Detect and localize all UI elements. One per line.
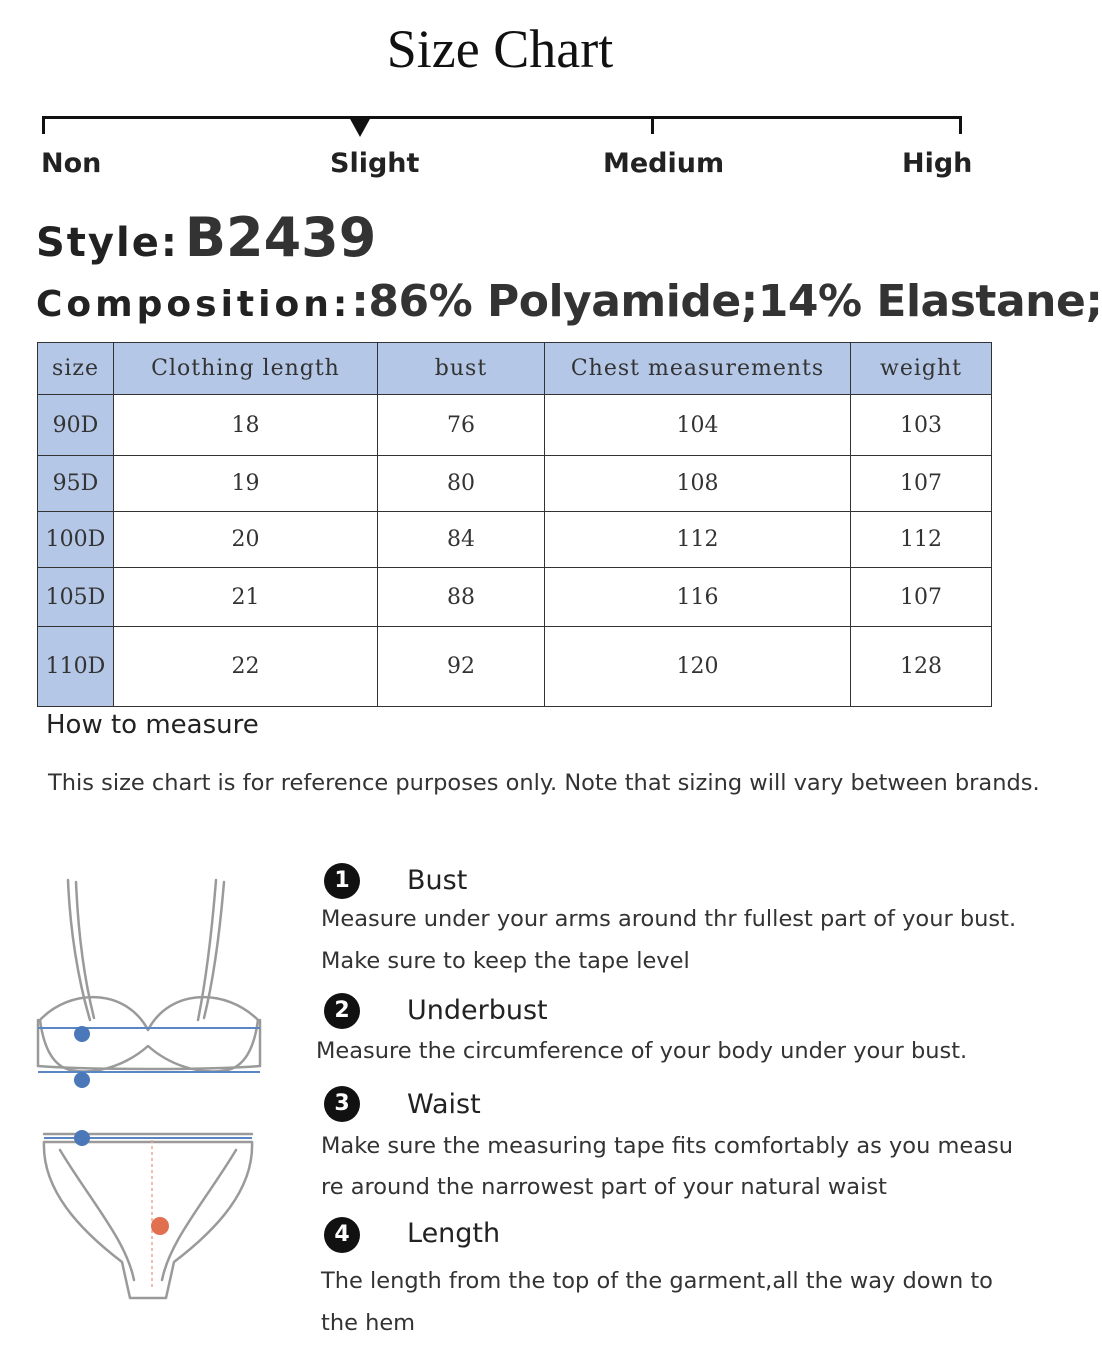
marker-2-icon: [74, 1072, 90, 1088]
cell-bust: 84: [378, 512, 545, 568]
scale-label-non: Non: [41, 148, 102, 179]
cell-bust: 92: [378, 627, 545, 707]
number-2-icon: 2: [324, 993, 360, 1029]
scale-tick: [959, 116, 962, 134]
cell-chest: 112: [545, 512, 851, 568]
style-label: Style:: [36, 220, 179, 266]
column-header-clothing-length: Clothing length: [114, 343, 378, 395]
marker-3-icon: [74, 1130, 90, 1146]
cell-clothing-length: 21: [114, 568, 378, 627]
cell-clothing-length: 18: [114, 395, 378, 456]
cell-bust: 88: [378, 568, 545, 627]
cell-clothing-length: 19: [114, 456, 378, 512]
number-4-icon: 4: [324, 1217, 360, 1253]
cell-size: 110D: [38, 627, 114, 707]
table-row: [38, 395, 992, 456]
scale-tick: [651, 116, 654, 134]
table-row: [38, 456, 992, 512]
cell-size: 90D: [38, 395, 114, 456]
item-title-length: Length: [407, 1218, 501, 1249]
table-row: [38, 512, 992, 568]
composition-value: :86% Polyamide;14% Elastane;: [351, 276, 1102, 327]
column-header-size: size: [38, 343, 114, 395]
cell-weight: 128: [851, 627, 992, 707]
item-title-underbust: Underbust: [407, 995, 548, 1026]
cell-bust: 76: [378, 395, 545, 456]
cell-size: 95D: [38, 456, 114, 512]
style-line: [36, 206, 376, 269]
item-title-waist: Waist: [407, 1089, 481, 1120]
cell-weight: 107: [851, 568, 992, 627]
marker-4-icon: [151, 1217, 169, 1235]
how-to-measure-heading: How to measure: [46, 710, 259, 740]
cell-chest: 116: [545, 568, 851, 627]
cell-chest: 108: [545, 456, 851, 512]
cell-clothing-length: 20: [114, 512, 378, 568]
item-desc-underbust: Measure the circumference of your body under your bust.: [316, 1038, 968, 1064]
number-3-icon: 3: [324, 1086, 360, 1122]
item-desc-bust-line-2: Make sure to keep the tape level: [321, 948, 690, 974]
cell-weight: 112: [851, 512, 992, 568]
cell-weight: 103: [851, 395, 992, 456]
stretch-selected-marker-icon: [349, 117, 371, 137]
lingerie-measure-illustration: [30, 870, 270, 1310]
scale-tick: [42, 116, 45, 134]
scale-label-high: High: [902, 148, 973, 179]
item-desc-waist-line-2: re around the narrowest part of your natural waist: [321, 1174, 887, 1200]
item-desc-length-line-2: the hem: [321, 1310, 416, 1336]
item-desc-bust-line-1: Measure under your arms around thr fullest part of your bust.: [321, 906, 1017, 932]
column-header-bust: bust: [378, 343, 545, 395]
table-row: [38, 568, 992, 627]
cell-weight: 107: [851, 456, 992, 512]
stretch-scale-line: [42, 116, 962, 119]
cell-size: 100D: [38, 512, 114, 568]
style-value: B2439: [184, 206, 377, 269]
column-header-chest: Chest measurements: [545, 343, 851, 395]
cell-bust: 80: [378, 456, 545, 512]
composition-line: [36, 276, 1102, 327]
scale-label-slight: Slight: [330, 148, 420, 179]
page-title: Size Chart: [386, 19, 614, 79]
marker-1-icon: [74, 1026, 90, 1042]
number-1-icon: 1: [324, 863, 360, 899]
reference-note: This size chart is for reference purposes only. Note that sizing will vary between brands.: [48, 770, 1040, 796]
table-row: [38, 627, 992, 707]
item-desc-length-line-1: The length from the top of the garment,all the way down to: [321, 1268, 993, 1294]
cell-size: 105D: [38, 568, 114, 627]
cell-chest: 104: [545, 395, 851, 456]
composition-label: Composition:: [36, 284, 352, 325]
scale-label-medium: Medium: [603, 148, 725, 179]
column-header-weight: weight: [851, 343, 992, 395]
table-header-row: [38, 343, 992, 395]
size-table: [37, 342, 992, 707]
cell-clothing-length: 22: [114, 627, 378, 707]
cell-chest: 120: [545, 627, 851, 707]
item-title-bust: Bust: [407, 865, 468, 896]
item-desc-waist-line-1: Make sure the measuring tape fits comfortably as you measu: [321, 1133, 1014, 1159]
